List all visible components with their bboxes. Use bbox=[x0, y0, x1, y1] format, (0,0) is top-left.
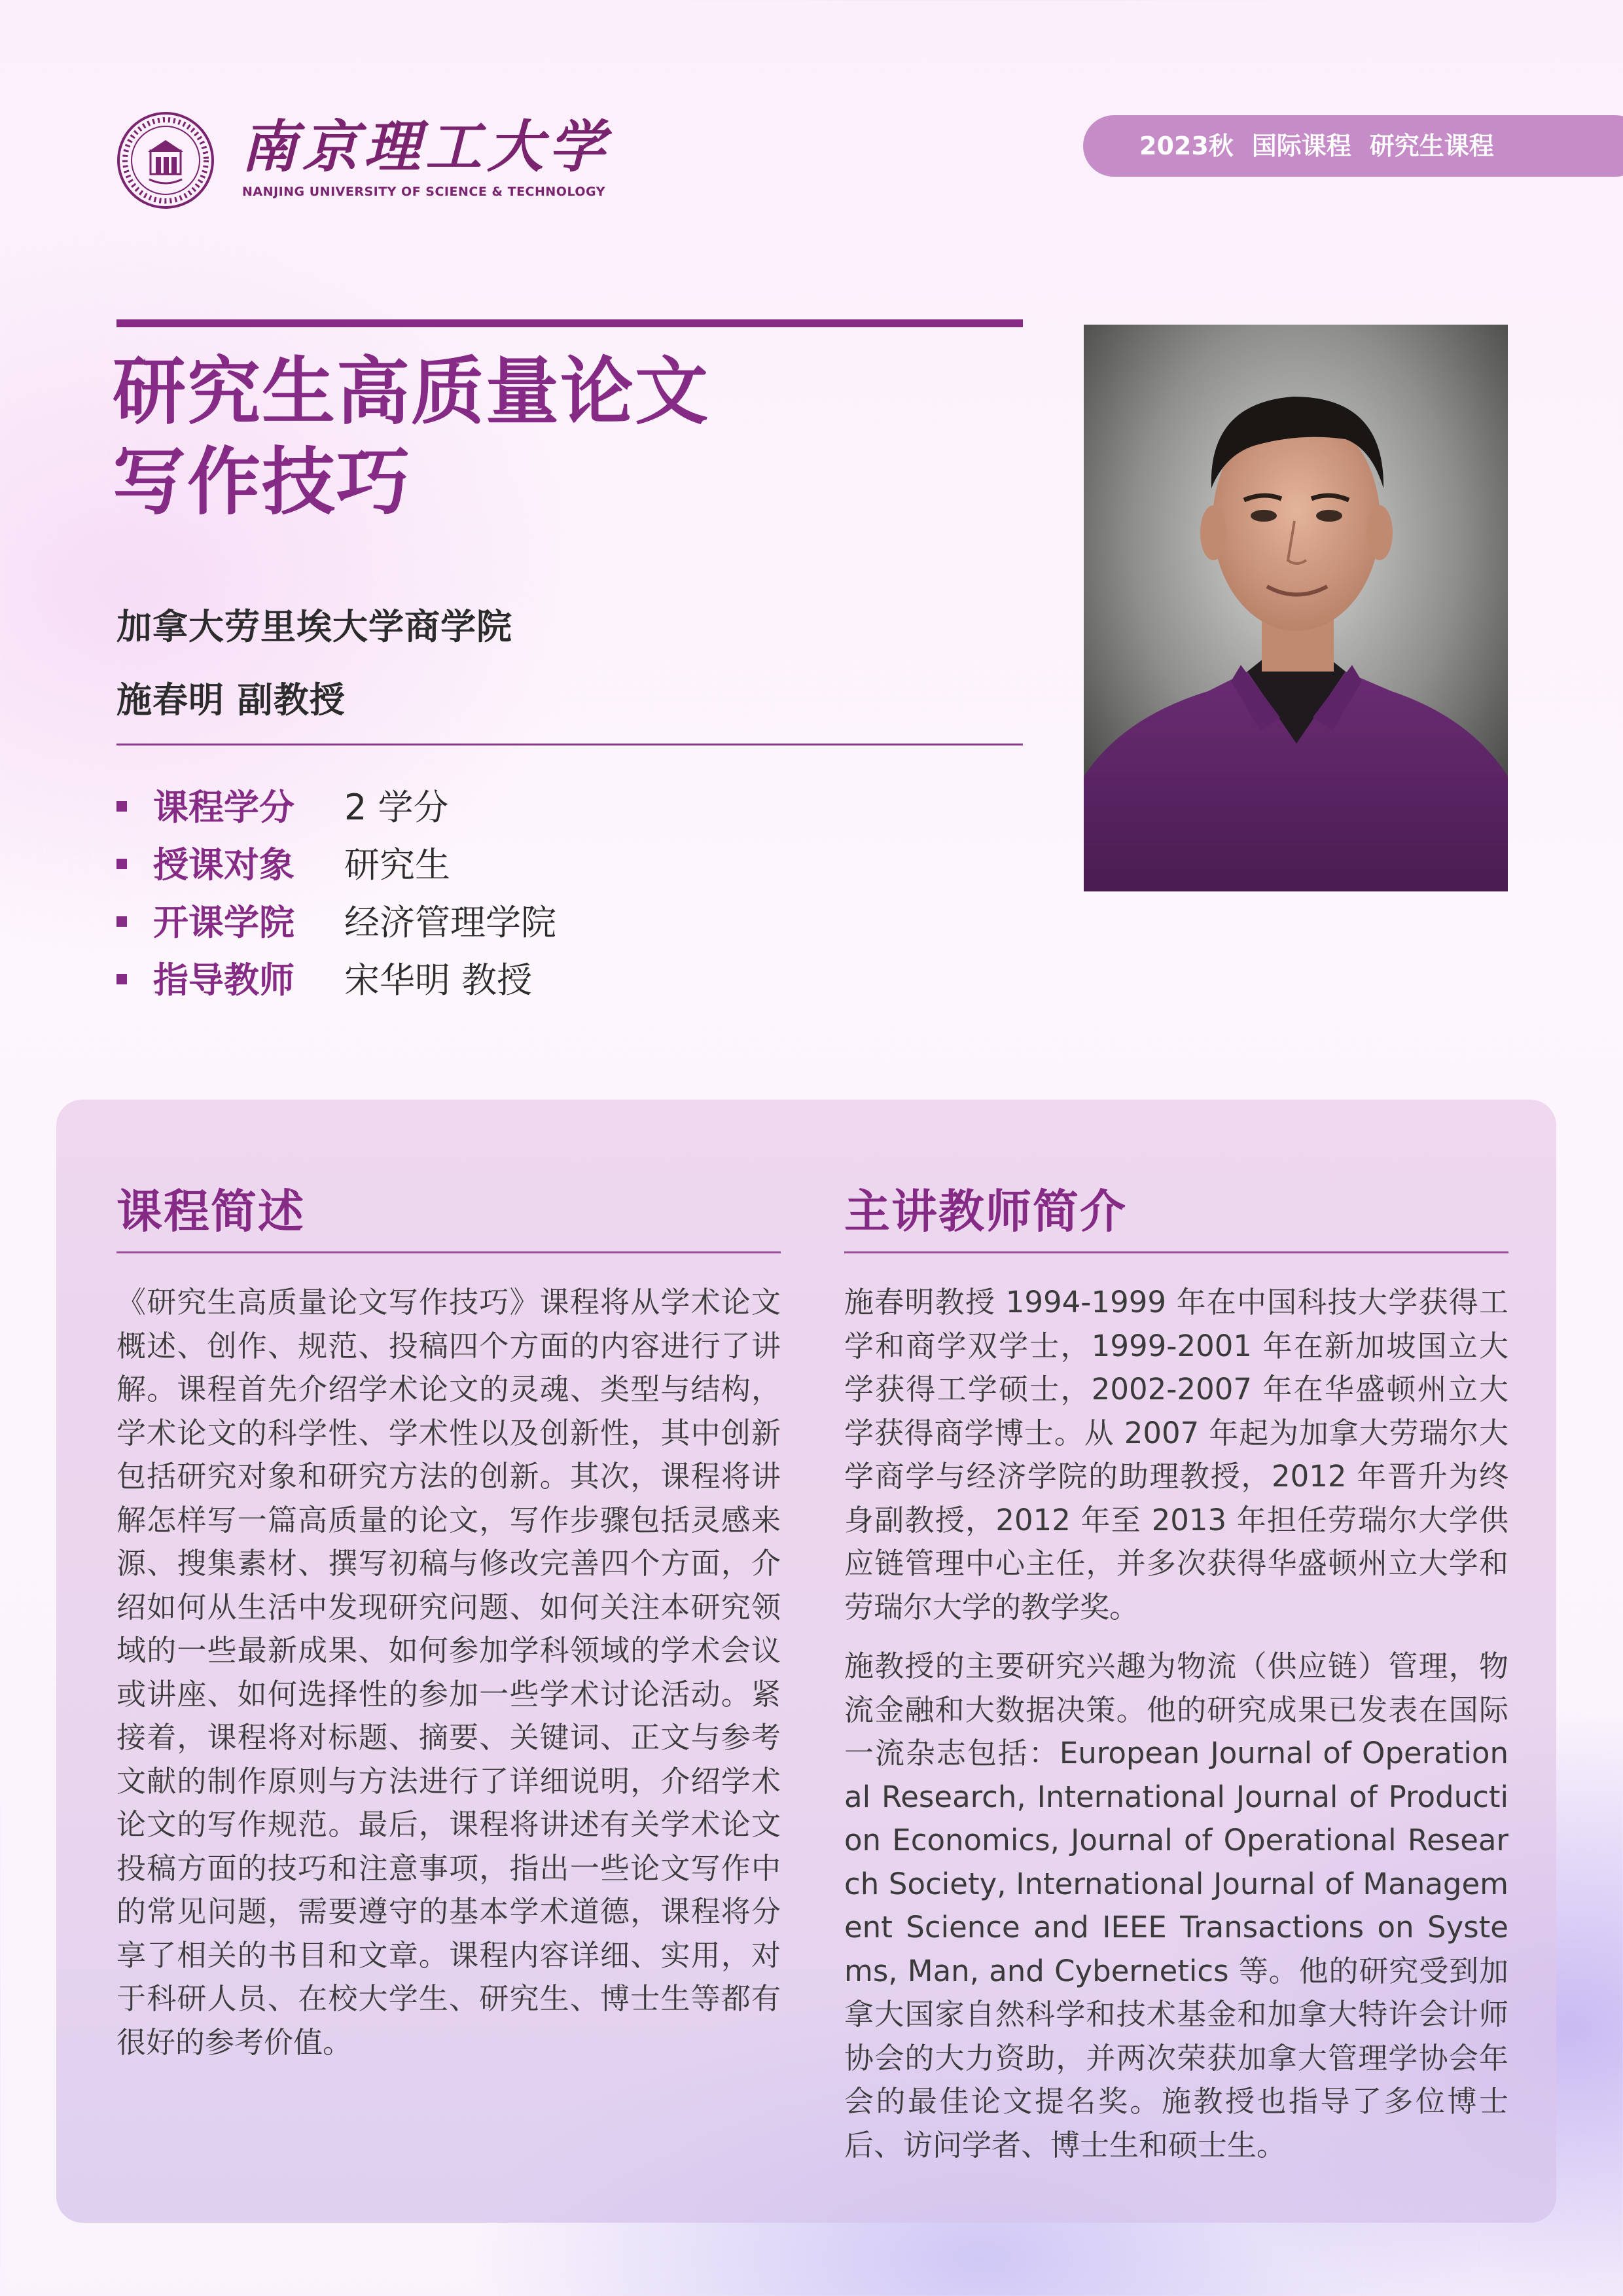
instructor-portrait bbox=[1084, 325, 1508, 891]
logo-english-name: NANJING UNIVERSITY OF SCIENCE & TECHNOLOGY bbox=[242, 185, 605, 199]
university-logo bbox=[116, 111, 610, 209]
instructor-affiliation: 加拿大劳里埃大学商学院 bbox=[116, 606, 512, 647]
instructor-bio-section bbox=[844, 1175, 1508, 2167]
tag-semester: 2023秋 bbox=[1139, 132, 1234, 160]
info-value: 经济管理学院 bbox=[344, 902, 556, 943]
course-overview-heading: 课程简述 bbox=[116, 1185, 305, 1238]
university-seal-icon bbox=[116, 111, 215, 209]
course-overview-section bbox=[116, 1175, 781, 2064]
instructor-bio-paragraph-2: 施教授的主要研究兴趣为物流（供应链）管理，物流金融和大数据决策。他的研究成果已发表在国际一流杂志包括：European Journal of Operational Research, International Journal of Production Economics, Journal of Operational Research Society, International Journal of Management Science and IEEE Transactions on Systems, Man, and Cybernetics 等。他的研究受到加拿大国家自然科学和技术基金和加拿大特许会计师协会的大力资助，并两次荣获加拿大管理学协会年会的最佳论文提名奖。施教授也指导了多位博士后、访问学者、博士生和硕士生。 bbox=[844, 1649, 1508, 2162]
info-label: 授课对象 bbox=[153, 844, 294, 886]
course-title bbox=[113, 347, 709, 528]
info-value: 2 学分 bbox=[344, 787, 449, 828]
course-title-line2: 写作技巧 bbox=[113, 440, 411, 525]
course-tag-pill bbox=[1083, 115, 1623, 177]
tag-graduate: 研究生课程 bbox=[1369, 132, 1494, 160]
logo-chinese-name: 南京理工大学 bbox=[241, 114, 610, 180]
square-bullet-icon bbox=[116, 974, 127, 984]
course-overview-text: 《研究生高质量论文写作技巧》课程将从学术论文概述、创作、规范、投稿四个方面的内容进行了讲解。课程首先介绍学术论文的灵魂、类型与结构，学术论文的科学性、学术性以及创新性，其中创新包括研究对象和研究方法的创新。其次，课程将讲解怎样写一篇高质量的论文，写作步骤包括灵感来源、搜集素材、撰写初稿与修改完善四个方面，介绍如何从生活中发现研究问题、如何关注本研究领域的一些最新成果、如何参加学科领域的学术会议或讲座、如何选择性的参加一些学术讨论活动。紧接着，课程将对标题、摘要、关键词、正文与参考文献的制作原则与方法进行了详细说明，介绍学术论文的写作规范。最后，课程将讲述有关学术论文投稿方面的技巧和注意事项，指出一些论文写作中的常见问题，需要遵守的基本学术道德，课程将分享了相关的书目和文章。课程内容详细、实用，对于科研人员、在校大学生、研究生、博士生等都有很好的参考价值。 bbox=[116, 1285, 781, 2060]
info-label: 指导教师 bbox=[153, 960, 294, 1001]
section-divider bbox=[116, 1251, 781, 1253]
instructor-bio-paragraph-1: 施春明教授 1994-1999 年在中国科技大学获得工学和商学双学士，1999-2001 年在新加坡国立大学获得工学硕士，2002-2007 年在华盛顿州立大学获得商学博士。从 2007 年起为加拿大劳瑞尔大学商学与经济学院的助理教授，2012 年晋升为终身副教授，2012 年至 2013 年担任劳瑞尔大学供应链管理中心主任，并多次获得华盛顿州立大学和劳瑞尔大学的教学奖。 bbox=[844, 1285, 1508, 1624]
instructor-affiliation-block bbox=[116, 590, 512, 737]
square-bullet-icon bbox=[116, 801, 127, 812]
title-top-rule bbox=[116, 319, 1023, 327]
info-value: 研究生 bbox=[344, 844, 450, 886]
section-divider bbox=[844, 1251, 1508, 1253]
square-bullet-icon bbox=[116, 859, 127, 869]
info-value: 宋华明 教授 bbox=[344, 960, 533, 1001]
info-divider bbox=[116, 744, 1023, 745]
square-bullet-icon bbox=[116, 916, 127, 927]
course-title-line1: 研究生高质量论文 bbox=[113, 350, 709, 435]
info-label: 开课学院 bbox=[153, 902, 294, 943]
instructor-name: 施春明 副教授 bbox=[116, 679, 346, 721]
instructor-bio-heading: 主讲教师简介 bbox=[844, 1185, 1127, 1238]
tag-international: 国际课程 bbox=[1251, 132, 1351, 160]
info-label: 课程学分 bbox=[153, 787, 294, 828]
